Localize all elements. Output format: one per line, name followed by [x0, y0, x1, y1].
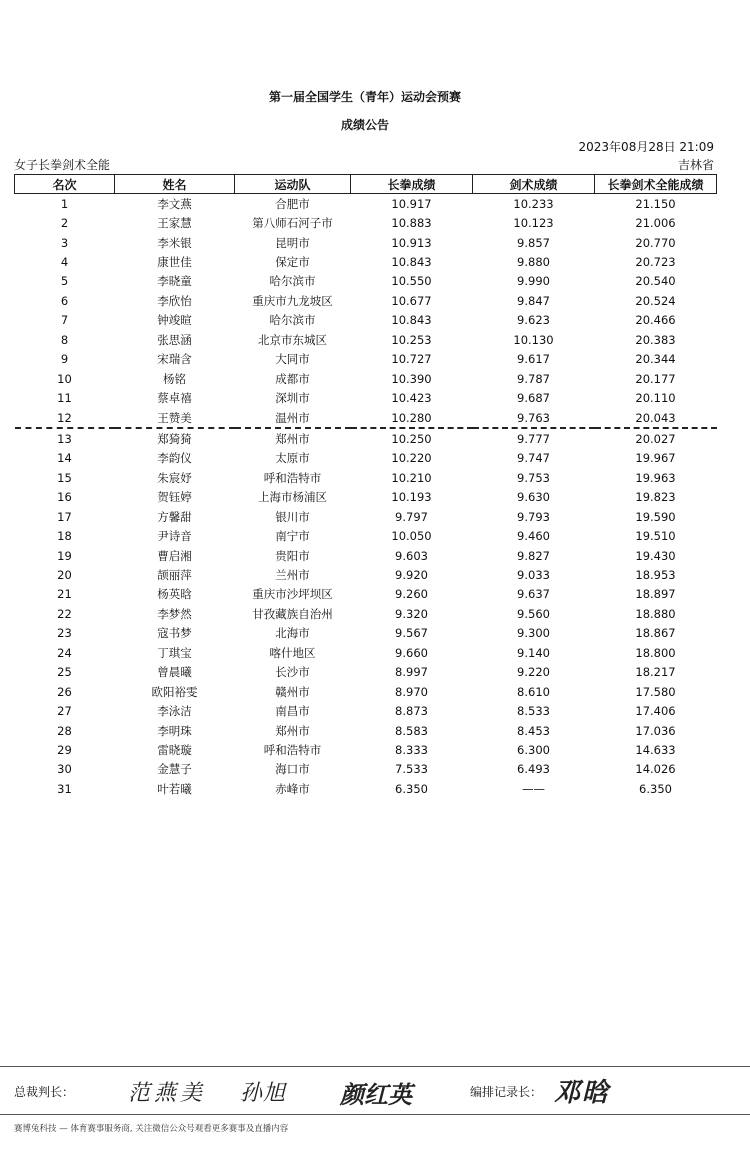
cell-team: 郑州市 [275, 431, 310, 446]
cell-fist-score: 8.873 [395, 704, 428, 719]
cell-athlete-name: 王赞美 [115, 408, 235, 428]
event-name: 女子长拳剑术全能 [14, 158, 111, 172]
cell-team: 喀什地区 [269, 645, 316, 660]
cell-rank: 7 [60, 313, 69, 328]
cell-team: 哈尔滨市 [269, 274, 316, 289]
cell-athlete-name: 寇书梦 [157, 626, 192, 641]
cell-rank: 28 [57, 723, 72, 738]
cell-team: 贵阳市 [275, 548, 310, 563]
table-row [15, 721, 717, 740]
referee-signature-3: 颜红英 [340, 1080, 412, 1109]
table-row [15, 526, 717, 545]
cell-fist-score: 10.843 [391, 313, 432, 328]
table-row [15, 388, 717, 407]
header-team: 运动队 [235, 175, 351, 194]
cell-rank: 14 [57, 451, 72, 466]
table-row [15, 194, 717, 214]
cell-rank: 20 [57, 568, 72, 583]
cell-rank: 16 [57, 490, 72, 505]
table-row [15, 565, 717, 584]
table-row [15, 272, 717, 291]
cell-rank: 12 [15, 408, 115, 428]
table-row [15, 311, 717, 330]
cell-total-score: 20.540 [635, 274, 676, 289]
cell-sword-score: 9.787 [517, 371, 550, 386]
cell-fist-score: 9.660 [395, 645, 428, 660]
cell-rank: 5 [60, 274, 69, 289]
cell-fist-score: 9.320 [395, 606, 428, 621]
cell-total-score: 20.110 [635, 391, 676, 406]
cell-fist-score: 10.677 [391, 293, 432, 308]
table-row [15, 507, 717, 526]
cell-fist-score: 7.533 [395, 762, 428, 777]
cell-fist-score: 9.797 [395, 509, 428, 524]
cell-sword-score: 9.763 [473, 408, 595, 428]
table-row [15, 740, 717, 759]
cell-total-score: 14.026 [635, 762, 676, 777]
header-rank: 名次 [15, 175, 115, 194]
table-row [15, 624, 717, 643]
cell-rank: 26 [57, 684, 72, 699]
cell-fist-score: 10.253 [391, 332, 432, 347]
table-row [15, 233, 717, 252]
referee-signature-1: 范燕美 [128, 1081, 207, 1106]
table-row [15, 779, 717, 798]
cell-rank: 18 [57, 529, 72, 544]
province-name: 吉林省 [677, 158, 714, 172]
cell-sword-score: 9.847 [517, 293, 550, 308]
cell-total-score: 19.430 [635, 548, 676, 563]
document-title: 第一届全国学生（青年）运动会预赛 [268, 90, 461, 104]
table-row [15, 291, 717, 310]
cell-team: 海口市 [275, 762, 310, 777]
table-row [15, 369, 717, 388]
cell-total-score: 17.406 [635, 704, 676, 719]
cell-fist-score: 10.210 [391, 470, 432, 485]
cell-sword-score: 10.130 [513, 332, 554, 347]
cell-athlete-name: 李文燕 [157, 196, 192, 211]
cell-athlete-name: 曾晨曦 [157, 665, 192, 680]
cell-athlete-name: 宋瑞含 [157, 352, 192, 367]
cell-rank: 30 [57, 762, 72, 777]
cell-fist-score: 10.883 [391, 216, 432, 231]
table-row [15, 468, 717, 487]
table-row [15, 350, 717, 369]
cell-rank: 11 [57, 391, 72, 406]
cell-total-score: 20.043 [595, 408, 717, 428]
cell-sword-score: 9.560 [517, 606, 550, 621]
cell-athlete-name: 金慧子 [157, 762, 192, 777]
table-row [15, 449, 717, 468]
cell-athlete-name: 郑猗猗 [157, 431, 192, 446]
cell-fist-score: 9.260 [395, 587, 428, 602]
table-row [15, 428, 717, 448]
cell-athlete-name: 李欣怡 [157, 293, 192, 308]
table-row [15, 488, 717, 507]
table-row [15, 585, 717, 604]
table-row [15, 213, 717, 232]
cell-sword-score: 9.990 [517, 274, 550, 289]
cell-team: 重庆市九龙坡区 [252, 293, 333, 308]
cell-rank: 15 [57, 470, 72, 485]
cell-athlete-name: 曹启湘 [157, 548, 192, 563]
cell-total-score: 14.633 [635, 742, 676, 757]
cell-athlete-name: 李明珠 [157, 723, 192, 738]
cell-total-score: 20.027 [635, 431, 676, 446]
cell-sword-score: 9.140 [517, 645, 550, 660]
cell-total-score: 20.524 [635, 293, 676, 308]
cell-team: 甘孜藏族自治州 [252, 606, 333, 621]
cell-team: 上海市杨浦区 [258, 490, 327, 505]
cell-total-score: 18.800 [635, 645, 676, 660]
cell-athlete-name: 康世佳 [157, 255, 192, 270]
cell-fist-score: 10.280 [351, 408, 473, 428]
cell-team: 郑州市 [275, 723, 310, 738]
cell-rank: 27 [57, 704, 72, 719]
cell-sword-score: 9.637 [517, 587, 550, 602]
table-row [15, 252, 717, 271]
cell-fist-score: 10.843 [391, 255, 432, 270]
cell-total-score: 20.723 [635, 255, 676, 270]
cell-rank: 8 [60, 332, 69, 347]
cell-athlete-name: 朱宸妤 [157, 470, 192, 485]
cell-team: 保定市 [275, 255, 310, 270]
cell-sword-score: 9.623 [517, 313, 550, 328]
referee-signature-2: 孙旭 [240, 1081, 287, 1106]
cell-fist-score: 10.220 [391, 451, 432, 466]
cell-sword-score: 9.777 [517, 431, 550, 446]
table-header-row [15, 175, 717, 194]
cell-fist-score: 10.913 [391, 235, 432, 250]
footer-note: 赛博兔科技 — 体育赛事服务商, 关注微信公众号观看更多赛事及直播内容 [14, 1124, 289, 1134]
cell-total-score: 19.590 [635, 509, 676, 524]
cell-fist-score: 10.250 [391, 431, 432, 446]
cell-sword-score: —— [522, 781, 545, 796]
cell-athlete-name: 贺钰婷 [157, 490, 192, 505]
cell-team: 呼和浩特市 [263, 742, 322, 757]
cell-sword-score: 9.827 [517, 548, 550, 563]
cell-sword-score: 9.300 [517, 626, 550, 641]
cell-team: 呼和浩特市 [263, 470, 322, 485]
cell-team: 成都市 [275, 371, 310, 386]
results-table [14, 174, 717, 799]
document-subtitle: 成绩公告 [340, 118, 389, 132]
table-row [15, 643, 717, 662]
cell-fist-score: 6.350 [395, 781, 428, 796]
cell-sword-score: 9.880 [517, 255, 550, 270]
cell-athlete-name: 李米银 [157, 235, 192, 250]
cell-total-score: 19.823 [635, 490, 676, 505]
table-row [15, 682, 717, 701]
cell-sword-score: 9.857 [517, 235, 550, 250]
cell-athlete-name: 叶若曦 [157, 781, 192, 796]
header-sword-score: 剑术成绩 [473, 175, 595, 194]
cell-rank: 21 [57, 587, 72, 602]
cell-team: 银川市 [275, 509, 310, 524]
chief-referee-label: 总裁判长： [14, 1085, 75, 1099]
cell-team: 北海市 [275, 626, 310, 641]
cell-team: 南宁市 [275, 529, 310, 544]
cell-team: 赤峰市 [275, 781, 310, 796]
cell-fist-score: 10.050 [391, 529, 432, 544]
table-row [15, 408, 717, 428]
cell-total-score: 21.006 [635, 216, 676, 231]
cell-athlete-name: 雷晓璇 [157, 742, 192, 757]
cell-rank: 31 [57, 781, 72, 796]
cell-rank: 17 [57, 509, 72, 524]
table-row [15, 330, 717, 349]
cell-athlete-name: 丁琪宝 [157, 645, 192, 660]
cell-rank: 22 [57, 606, 72, 621]
cell-fist-score: 9.567 [395, 626, 428, 641]
cell-team: 太原市 [275, 451, 310, 466]
cell-total-score: 20.383 [635, 332, 676, 347]
cell-sword-score: 6.493 [517, 762, 550, 777]
cell-team: 温州市 [235, 408, 351, 428]
cell-total-score: 17.036 [635, 723, 676, 738]
cell-sword-score: 6.300 [517, 742, 550, 757]
cell-athlete-name: 欧阳裕雯 [151, 684, 198, 699]
cell-total-score: 18.897 [635, 587, 676, 602]
cell-rank: 1 [60, 196, 69, 211]
header-total-score: 长拳剑术全能成绩 [595, 175, 717, 194]
cell-fist-score: 10.423 [391, 391, 432, 406]
table-row [15, 604, 717, 623]
cell-athlete-name: 尹诗音 [157, 529, 192, 544]
cell-rank: 10 [57, 371, 72, 386]
cell-fist-score: 8.333 [395, 742, 428, 757]
cell-athlete-name: 张思涵 [157, 332, 192, 347]
cell-fist-score: 8.997 [395, 665, 428, 680]
cell-athlete-name: 李韵仪 [157, 451, 192, 466]
cell-total-score: 18.217 [635, 665, 676, 680]
table-row [15, 760, 717, 779]
cell-athlete-name: 颉丽萍 [157, 568, 192, 583]
cell-fist-score: 10.917 [391, 196, 432, 211]
cell-athlete-name: 李晓童 [157, 274, 192, 289]
cell-total-score: 19.963 [635, 470, 676, 485]
cell-total-score: 18.880 [635, 606, 676, 621]
results-body [15, 194, 717, 799]
cell-total-score: 21.150 [635, 196, 676, 211]
cell-sword-score: 9.753 [517, 470, 550, 485]
cell-team: 兰州市 [275, 568, 310, 583]
cell-fist-score: 9.603 [395, 548, 428, 563]
cell-athlete-name: 王家慧 [157, 216, 192, 231]
cell-rank: 2 [60, 216, 69, 231]
table-row [15, 546, 717, 565]
cell-rank: 6 [60, 293, 69, 308]
cell-sword-score: 9.630 [517, 490, 550, 505]
table-row [15, 701, 717, 720]
cell-sword-score: 10.233 [513, 196, 554, 211]
cell-team: 大同市 [275, 352, 310, 367]
cell-team: 北京市东城区 [258, 332, 327, 347]
cell-fist-score: 8.970 [395, 684, 428, 699]
cell-sword-score: 8.453 [517, 723, 550, 738]
cell-total-score: 20.344 [635, 352, 676, 367]
cell-rank: 3 [60, 235, 69, 250]
cell-sword-score: 8.610 [517, 684, 550, 699]
cell-athlete-name: 杨铭 [163, 371, 186, 386]
footer-divider-bottom [0, 1114, 750, 1115]
cell-team: 昆明市 [275, 235, 310, 250]
cell-rank: 9 [60, 352, 69, 367]
cell-athlete-name: 李泳洁 [157, 704, 192, 719]
chief-recorder-label: 编排记录长： [470, 1085, 543, 1099]
cell-total-score: 17.580 [635, 684, 676, 699]
table-row [15, 663, 717, 682]
cell-sword-score: 9.687 [517, 391, 550, 406]
header-fist-score: 长拳成绩 [351, 175, 473, 194]
cell-rank: 29 [57, 742, 72, 757]
cell-team: 长沙市 [275, 665, 310, 680]
cell-total-score: 19.510 [635, 529, 676, 544]
cell-rank: 19 [57, 548, 72, 563]
cell-rank: 24 [57, 645, 72, 660]
cell-athlete-name: 钟竣暄 [157, 313, 192, 328]
cell-sword-score: 9.033 [517, 568, 550, 583]
cell-team: 南昌市 [275, 704, 310, 719]
cell-team: 深圳市 [275, 391, 310, 406]
cell-team: 重庆市沙坪坝区 [252, 587, 333, 602]
cell-total-score: 6.350 [639, 781, 672, 796]
cell-sword-score: 9.747 [517, 451, 550, 466]
cell-total-score: 20.466 [635, 313, 676, 328]
cell-fist-score: 10.550 [391, 274, 432, 289]
cell-total-score: 18.867 [635, 626, 676, 641]
cell-rank: 13 [57, 431, 72, 446]
cell-total-score: 20.177 [635, 371, 676, 386]
cell-rank: 23 [57, 626, 72, 641]
cell-fist-score: 10.193 [391, 490, 432, 505]
cell-rank: 25 [57, 665, 72, 680]
cell-fist-score: 10.727 [391, 352, 432, 367]
cell-fist-score: 10.390 [391, 371, 432, 386]
cell-sword-score: 9.793 [517, 509, 550, 524]
cell-athlete-name: 杨英晗 [157, 587, 192, 602]
cell-athlete-name: 方馨甜 [157, 509, 192, 524]
cell-sword-score: 9.220 [517, 665, 550, 680]
cell-sword-score: 9.617 [517, 352, 550, 367]
cell-sword-score: 8.533 [517, 704, 550, 719]
footer-divider-top [0, 1066, 750, 1067]
cell-sword-score: 10.123 [513, 216, 554, 231]
cell-total-score: 20.770 [635, 235, 676, 250]
cell-team: 第八师石河子市 [252, 216, 333, 231]
cell-team: 哈尔滨市 [269, 313, 316, 328]
header-name: 姓名 [115, 175, 235, 194]
cell-rank: 4 [60, 255, 69, 270]
cell-total-score: 18.953 [635, 568, 676, 583]
cell-fist-score: 8.583 [395, 723, 428, 738]
cell-total-score: 19.967 [635, 451, 676, 466]
cell-athlete-name: 蔡卓禧 [157, 391, 192, 406]
cell-sword-score: 9.460 [517, 529, 550, 544]
recorder-signature: 邓晗 [554, 1078, 611, 1108]
cell-team: 赣州市 [275, 684, 310, 699]
publish-datetime: 2023年08月28日 21:09 [578, 140, 714, 154]
cell-fist-score: 9.920 [395, 568, 428, 583]
cell-team: 合肥市 [275, 196, 310, 211]
cell-athlete-name: 李梦然 [157, 606, 192, 621]
